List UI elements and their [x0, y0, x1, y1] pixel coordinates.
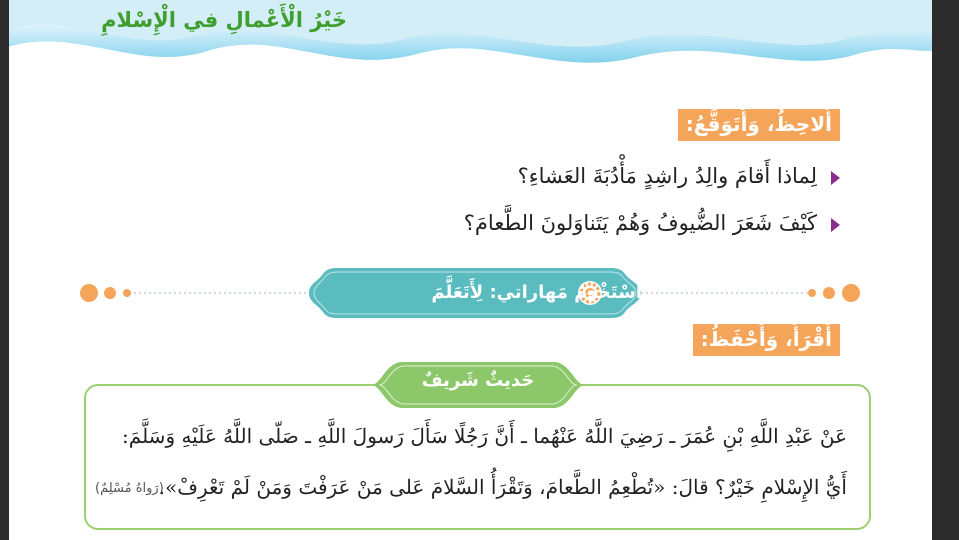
- hadith-text-line: أَيُّ الإِسْلامِ خَيْرٌ؟ قالَ: «تُطْعِمُ الطَّعامَ، وَتَقْرَأُ السَّلامَ عَلى مَنْ عَرَفْتَ وَمَنْ لَمْ تَعْرِفْ».: [158, 475, 847, 499]
- decor-dot: [123, 289, 131, 297]
- page-title: خَيْرُ الْأَعْمالِ في الْإِسْلامِ: [101, 8, 347, 32]
- decor-dot: [808, 289, 816, 297]
- question-text: لِماذا أَقامَ والِدُ راشِدٍ مَأْدُبَةَ العَشاءِ؟: [517, 164, 817, 188]
- read-memorize-label: أَقْرَأُ، وَأَحْفَظُ:: [693, 324, 840, 356]
- skills-banner-text: أَسْتَخْدِمُ مَهاراتي: لِأَتَعَلَّمَ: [431, 282, 642, 303]
- decor-dot: [823, 287, 835, 299]
- decor-dot: [842, 284, 860, 302]
- hadith-text-line: عَنْ عَبْدِ اللَّهِ بْنِ عُمَرَ ـ رَضِيَ اللَّهُ عَنْهُما ـ أَنَّ رَجُلًا سَأَلَ رَسولَ اللَّهِ ـ صَلّى اللَّهُ عَلَيْهِ وَسَلَّمَ:: [122, 424, 847, 448]
- textbook-page: [9, 0, 932, 540]
- question-text: كَيْفَ شَعَرَ الضُّيوفُ وَهُمْ يَتَناوَلونَ الطَّعامَ؟: [463, 211, 817, 235]
- left-frame-bar: [0, 0, 9, 540]
- hadith-title: حَديثٌ شَريفٌ: [421, 370, 535, 391]
- question-item: [464, 211, 840, 235]
- decor-dot: [104, 287, 116, 299]
- triangle-bullet-icon: [831, 218, 840, 232]
- decor-dot: [80, 284, 98, 302]
- hadith-source: (رَواهُ مُسْلِمٌ): [95, 481, 164, 496]
- triangle-bullet-icon: [831, 171, 840, 185]
- right-frame-bar: [932, 0, 959, 540]
- question-item: [518, 164, 840, 188]
- observe-predict-label: أُلاحِظُ، وَأَتَوَقَّعُ:: [678, 109, 840, 141]
